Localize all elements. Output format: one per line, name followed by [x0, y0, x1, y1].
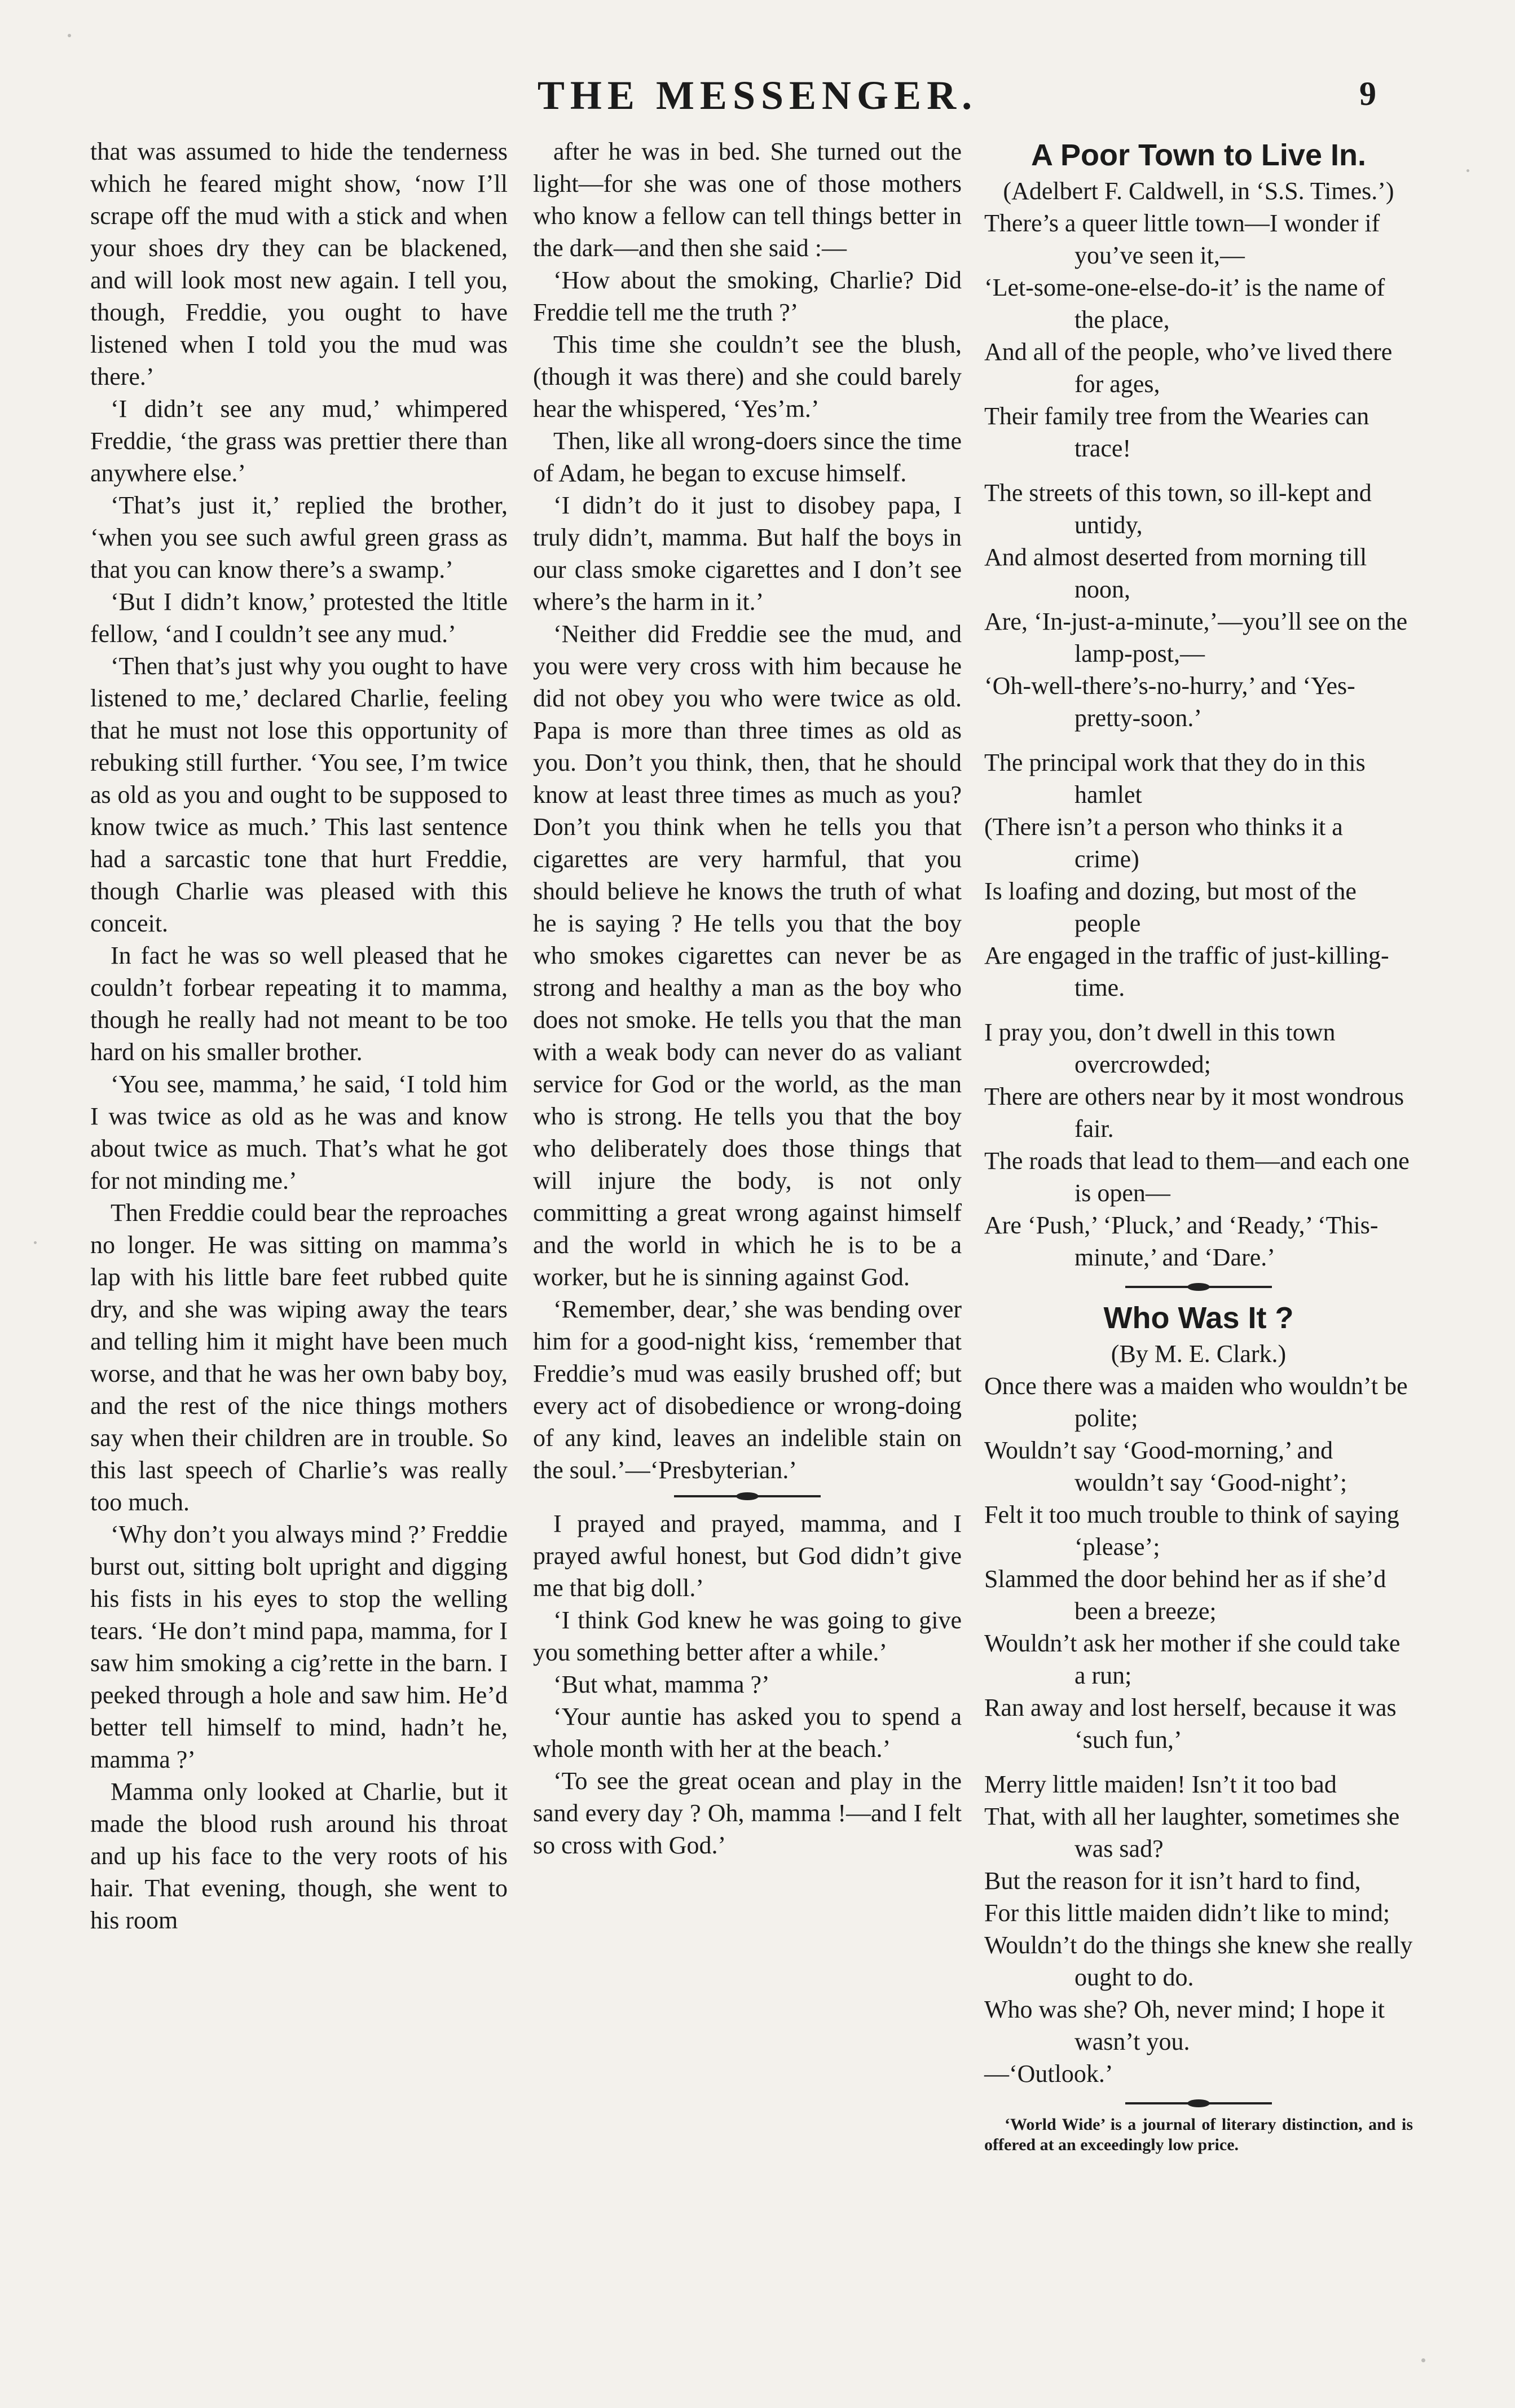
poem-line: And all of the people, who’ve lived there for ages,	[984, 338, 1393, 398]
poem2-body	[984, 1370, 1413, 2090]
poem-line: There are others near by it most wondrous fair.	[984, 1083, 1404, 1143]
paragraph: ‘I think God knew he was going to give you something better after a while.’	[533, 1606, 962, 1666]
poem-line: The principal work that they do in this hamlet	[984, 749, 1366, 808]
paragraph: ‘Then that’s just why you ought to have listened to me,’ declared Charlie, feeling that he must not lose this opportunity of rebuking still further. ‘You see, I’m twice as old as you and ought to be supposed to know twice as much.’ This last sentence had a sarcastic tone that hurt Freddie, though Charlie was pleased with this conceit.	[90, 652, 508, 937]
section-divider	[1125, 1286, 1272, 1288]
paragraph: This time she couldn’t see the blush, (though it was there) and she could barely hear the whispered, ‘Yes’m.’	[533, 331, 962, 423]
poem1-byline: (Adelbert F. Caldwell, in ‘S.S. Times.’)	[1003, 177, 1394, 205]
poem-line: ‘Oh-well-there’s-no-hurry,’ and ‘Yes-pretty-soon.’	[984, 672, 1355, 732]
paragraph: ‘Remember, dear,’ she was bending over him for a good-night kiss, ‘remember that Freddie’s mud was easily brushed off; but every act of disobedience or wrong-doing of any kind, leaves an indelible stain on the soul.’—‘Presbyterian.’	[533, 1295, 962, 1484]
poem-line: Who was she? Oh, never mind; I hope it wasn’t you.	[984, 1996, 1385, 2055]
paragraph: Mamma only looked at Charlie, but it made the blood rush around his throat and up his face to the very roots of his hair. That evening, though, she went to his room	[90, 1778, 508, 1934]
paragraph: that was assumed to hide the tenderness which he feared might show, ‘now I’ll scrape off the mud with a stick and when your shoes dry they can be blackened, and will look most new again. I tell you, though, Freddie, you ought to have listened when I told you the mud was there.’	[90, 138, 508, 390]
poem-stanza	[984, 746, 1413, 1004]
paragraph: In fact he was so well pleased that he couldn’t forbear repeating it to mamma, though he really had not meant to be too hard on his smaller brother.	[90, 942, 508, 1066]
paragraph: ‘How about the smoking, Charlie? Did Freddie tell me the truth ?’	[533, 266, 962, 326]
paragraph: Then, like all wrong-doers since the time of Adam, he began to excuse himself.	[533, 427, 962, 487]
section-divider	[1125, 2102, 1272, 2104]
poem-line: ‘Let-some-one-else-do-it’ is the name of the place,	[984, 274, 1385, 333]
poem-line: Felt it too much trouble to think of saying ‘please’;	[984, 1501, 1399, 1561]
paragraph: Then Freddie could bear the reproaches no longer. He was sitting on mamma’s lap with his little bare feet rubbed quite dry, and she was wiping away the tears and telling him it might have been much worse, and that he was her own baby boy, and the rest of the nice things mothers say when their children are in trouble. So this last speech of Charlie’s was really too much.	[90, 1199, 508, 1516]
poem-line: Slammed the door behind her as if she’d been a breeze;	[984, 1565, 1386, 1625]
story-conclusion	[533, 135, 962, 1486]
paragraph: I prayed and prayed, mamma, and I prayed awful honest, but God didn’t give me that big doll.’	[533, 1510, 962, 1602]
poem-line: (There isn’t a person who thinks it a crime)	[984, 813, 1343, 873]
print-speck	[34, 1241, 37, 1244]
poem-line: The roads that lead to them—and each one is open—	[984, 1147, 1410, 1207]
paragraph: ‘Your auntie has asked you to spend a whole month with her at the beach.’	[533, 1703, 962, 1763]
masthead	[0, 72, 1515, 126]
poem-line: There’s a queer little town—I wonder if you’ve seen it,—	[984, 209, 1380, 269]
paragraph: after he was in bed. She turned out the light—for she was one of those mothers who know a fellow can tell things better in the dark—and then she said :—	[533, 138, 962, 262]
poem-line: For this little maiden didn’t like to mind;	[984, 1899, 1390, 1927]
column-poems	[984, 135, 1413, 2155]
poem-line: Are ‘Push,’ ‘Pluck,’ and ‘Ready,’ ‘This-minute,’ and ‘Dare.’	[984, 1211, 1379, 1271]
column-story-part1	[90, 135, 508, 1936]
poem-line: Are engaged in the traffic of just-killing-time.	[984, 942, 1389, 1001]
poem-line: Wouldn’t ask her mother if she could take a run;	[984, 1629, 1401, 1689]
paragraph: ‘Why don’t you always mind ?’ Freddie burst out, sitting bolt upright and digging his fists in his eyes to stop the welling tears. ‘He don’t mind papa, mamma, for I saw him smoking a cig’rette in the barn. I peeked through a hole and saw him. He’d better tell himself to mind, hadn’t he, mamma ?’	[90, 1521, 508, 1773]
poem-line: I pray you, don’t dwell in this town overcrowded;	[984, 1018, 1336, 1078]
paragraph: ‘But I didn’t know,’ protested the ltitle fellow, ‘and I couldn’t see any mud.’	[90, 588, 508, 648]
print-speck	[1466, 169, 1469, 172]
poem2-byline: (By M. E. Clark.)	[1111, 1340, 1287, 1368]
poem-stanza	[984, 207, 1413, 464]
page-number: 9	[1359, 75, 1376, 112]
short-anecdote	[533, 1508, 962, 1861]
poem-line: Merry little maiden! Isn’t it too bad	[984, 1770, 1337, 1798]
poem-line: —‘Outlook.’	[984, 2060, 1113, 2088]
poem-stanza	[984, 1016, 1413, 1273]
poem-line: That, with all her laughter, sometimes she was sad?	[984, 1803, 1400, 1862]
print-speck	[1421, 2358, 1425, 2362]
paragraph: ‘That’s just it,’ replied the brother, ‘when you see such awful green grass as that you can know there’s a swamp.’	[90, 491, 508, 583]
poem1-title: A Poor Town to Live In.	[1031, 138, 1366, 172]
poem-line: Their family tree from the Wearies can trace!	[984, 402, 1369, 462]
poem-stanza	[984, 1768, 1413, 2090]
column-story-part2	[533, 135, 962, 1861]
paragraph: ‘I didn’t see any mud,’ whimpered Freddie, ‘the grass was prettier there than anywhere else.’	[90, 395, 508, 487]
paragraph: ‘But what, mamma ?’	[553, 1671, 770, 1698]
poem-line: The streets of this town, so ill-kept and untidy,	[984, 479, 1372, 539]
poem-line: And almost deserted from morning till noon,	[984, 543, 1367, 603]
print-speck	[68, 34, 71, 37]
paragraph: ‘To see the great ocean and play in the sand every day ? Oh, mamma !—and I felt so cross with God.’	[533, 1767, 962, 1859]
poem-stanza	[984, 477, 1413, 734]
poem1-body	[984, 207, 1413, 1273]
poem-line: Is loafing and dozing, but most of the people	[984, 877, 1357, 937]
paragraph: ‘You see, mamma,’ he said, ‘I told him I was twice as old as he was and know about twice as much. That’s what he got for not minding me.’	[90, 1070, 508, 1194]
newspaper-title: THE MESSENGER.	[537, 73, 978, 118]
poem-line: Once there was a maiden who wouldn’t be polite;	[984, 1372, 1408, 1432]
paragraph: ‘Neither did Freddie see the mud, and you were very cross with him because he did not obey you who were twice as old. Papa is more than three times as old as you. Don’t you think, then, that he should know at least three times as much as you? Don’t you think when he tells you that cigarettes are very harmful, that you should believe he knows the truth of what he is saying ? He tells you that the boy who smokes cigarettes can never be as strong and healthy a man as the boy who does not smoke. He tells you that the man with a weak body can never do as valiant service for God or the world, as the man who is strong. He tells you that the boy who deliberately does those things that will injure the body, is not only committing a great wrong against himself and the world in which he is to be a worker, but he is sinning against God.	[533, 620, 962, 1291]
footnote: ‘World Wide’ is a journal of literary distinction, and is offered at an exceedingly low price.	[984, 2115, 1413, 2154]
poem-line: Wouldn’t say ‘Good-morning,’ and wouldn’t say ‘Good-night’;	[984, 1436, 1347, 1496]
poem-stanza	[984, 1370, 1413, 1756]
poem-line: Are, ‘In-just-a-minute,’—you’ll see on the lamp-post,—	[984, 608, 1408, 667]
poem-line: But the reason for it isn’t hard to find,	[984, 1867, 1361, 1895]
poem2-title: Who Was It ?	[1103, 1301, 1294, 1335]
section-divider	[674, 1495, 821, 1497]
poem-line: Wouldn’t do the things she knew she really ought to do.	[984, 1931, 1413, 1991]
poem-line: Ran away and lost herself, because it was ‘such fun,’	[984, 1694, 1397, 1754]
paragraph: ‘I didn’t do it just to disobey papa, I truly didn’t, mamma. But half the boys in our class smoke cigarettes and I don’t see where’s the harm in it.’	[533, 491, 962, 616]
